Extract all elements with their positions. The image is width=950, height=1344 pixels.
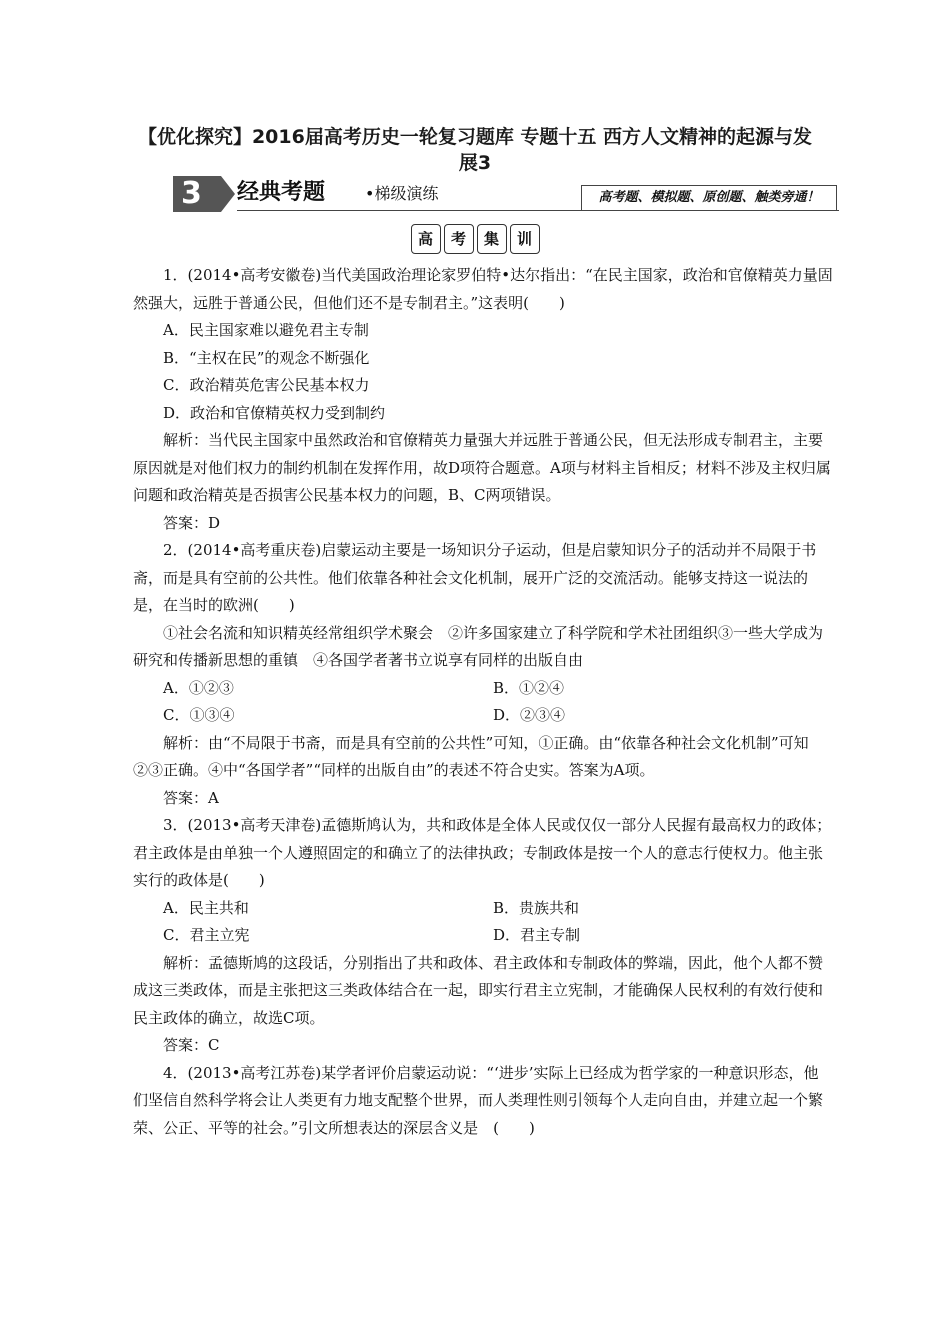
question-option: B．贵族共和 bbox=[493, 898, 580, 917]
question-stem: 2．(2014•高考重庆卷)启蒙运动主要是一场知识分子运动，但是启蒙知识分子的活动并不局限于书斋，而是具有空前的公共性。他们依靠各种社会文化机制，展开广泛的交流活动。能够支持这一说法的是，在当时的欧洲( ) bbox=[133, 541, 817, 614]
section-banner bbox=[133, 176, 839, 214]
question-statements: ①社会名流和知识精英经常组织学术聚会 ②许多国家建立了科学院和学术社团组织③一些大学成为研究和传播新思想的重镇 ④各国学者著书立说享有同样的出版自由 bbox=[133, 623, 824, 669]
section-tags bbox=[0, 224, 950, 254]
option-row bbox=[133, 895, 833, 923]
banner-main-title: 经典考题 bbox=[237, 180, 326, 205]
question-option: C．君主立宪 bbox=[163, 926, 250, 944]
question-option: D．政治和官僚精英权力受到制约 bbox=[163, 403, 386, 422]
section-tag: 集 bbox=[477, 224, 507, 254]
option-row bbox=[133, 675, 833, 703]
document-title: 【优化探究】2016届高考历史一轮复习题库 专题十五 西方人文精神的起源与发展3 bbox=[137, 126, 813, 174]
question-option: B．①②④ bbox=[493, 678, 565, 697]
banner-rule bbox=[237, 210, 839, 211]
question-option: A．①②③ bbox=[163, 678, 234, 697]
banner-slogan: 高考题、模拟题、原创题、触类旁通！ bbox=[581, 185, 837, 211]
question-stem: 4．(2013•高考江苏卷)某学者评价启蒙运动说：“‘进步’实际上已经成为哲学家的一种意识形态，他们坚信自然科学将会让人类更有力地支配整个世界，而人类理性则引领每个人走向自由，并建立起一个繁荣、公正、平等的社会。”引文所想表达的深层含义是 ( ) bbox=[133, 1063, 824, 1137]
question-list bbox=[133, 262, 833, 1142]
question-answer: 答案：C bbox=[163, 1036, 220, 1054]
question-answer: 答案：A bbox=[163, 788, 219, 807]
section-number-badge bbox=[173, 176, 221, 212]
question-stem: 1．(2014•高考安徽卷)当代美国政治理论家罗伯特•达尔指出：“在民主国家，政治和官僚精英力量固然强大，远胜于普通公民，但他们还不是专制君主。”这表明( ) bbox=[133, 266, 833, 312]
question-option: A．民主国家难以避免君主专制 bbox=[163, 321, 369, 339]
question-analysis: 解析：由“不局限于书斋，而是具有空前的公共性”可知，①正确。由“依靠各种社会文化机制”可知②③正确。④中“各国学者”“同样的出版自由”的表述不符合史实。答案为A项。 bbox=[133, 733, 809, 779]
banner-subtitle: •梯级演练 bbox=[365, 184, 439, 203]
question-answer: 答案：D bbox=[163, 513, 221, 532]
section-tag: 训 bbox=[510, 224, 540, 254]
option-row bbox=[133, 702, 833, 730]
question-stem: 3．(2013•高考天津卷)孟德斯鸠认为，共和政体是全体人民或仅仅一部分人民握有最高权力的政体；君主政体是由单独一个人遵照固定的和确立了的法律执政；专制政体是按一个人的意志行使权力。他主张实行的政体是( ) bbox=[133, 816, 832, 889]
question-option: C．①③④ bbox=[163, 706, 235, 724]
section-tag: 考 bbox=[444, 224, 474, 254]
question-option: D．②③④ bbox=[493, 706, 566, 724]
section-number: 3 bbox=[181, 176, 202, 211]
question-option: D．君主专制 bbox=[493, 926, 581, 944]
question-analysis: 解析：孟德斯鸠的这段话，分别指出了共和政体、君主政体和专制政体的弊端，因此，他个人都不赞成这三类政体，而是主张把这三类政体结合在一起，即实行君主立宪制，才能确保人民权利的有效行使和民主政体的确立，故选C项。 bbox=[133, 953, 824, 1027]
question-option: A．民主共和 bbox=[163, 898, 249, 917]
chevron-icon bbox=[221, 176, 235, 212]
question-option: C．政治精英危害公民基本权力 bbox=[163, 376, 370, 394]
option-row bbox=[133, 922, 833, 950]
section-tag: 高 bbox=[411, 224, 441, 254]
question-option: B．“主权在民”的观念不断强化 bbox=[163, 348, 370, 367]
question-analysis: 解析：当代民主国家中虽然政治和官僚精英力量强大并远胜于普通公民，但无法形成专制君主，主要原因就是对他们权力的制约机制在发挥作用，故D项符合题意。A项与材料主旨相反；材料不涉及主权归属问题和政治精英是否损害公民基本权力的问题，B、C两项错误。 bbox=[133, 431, 831, 504]
